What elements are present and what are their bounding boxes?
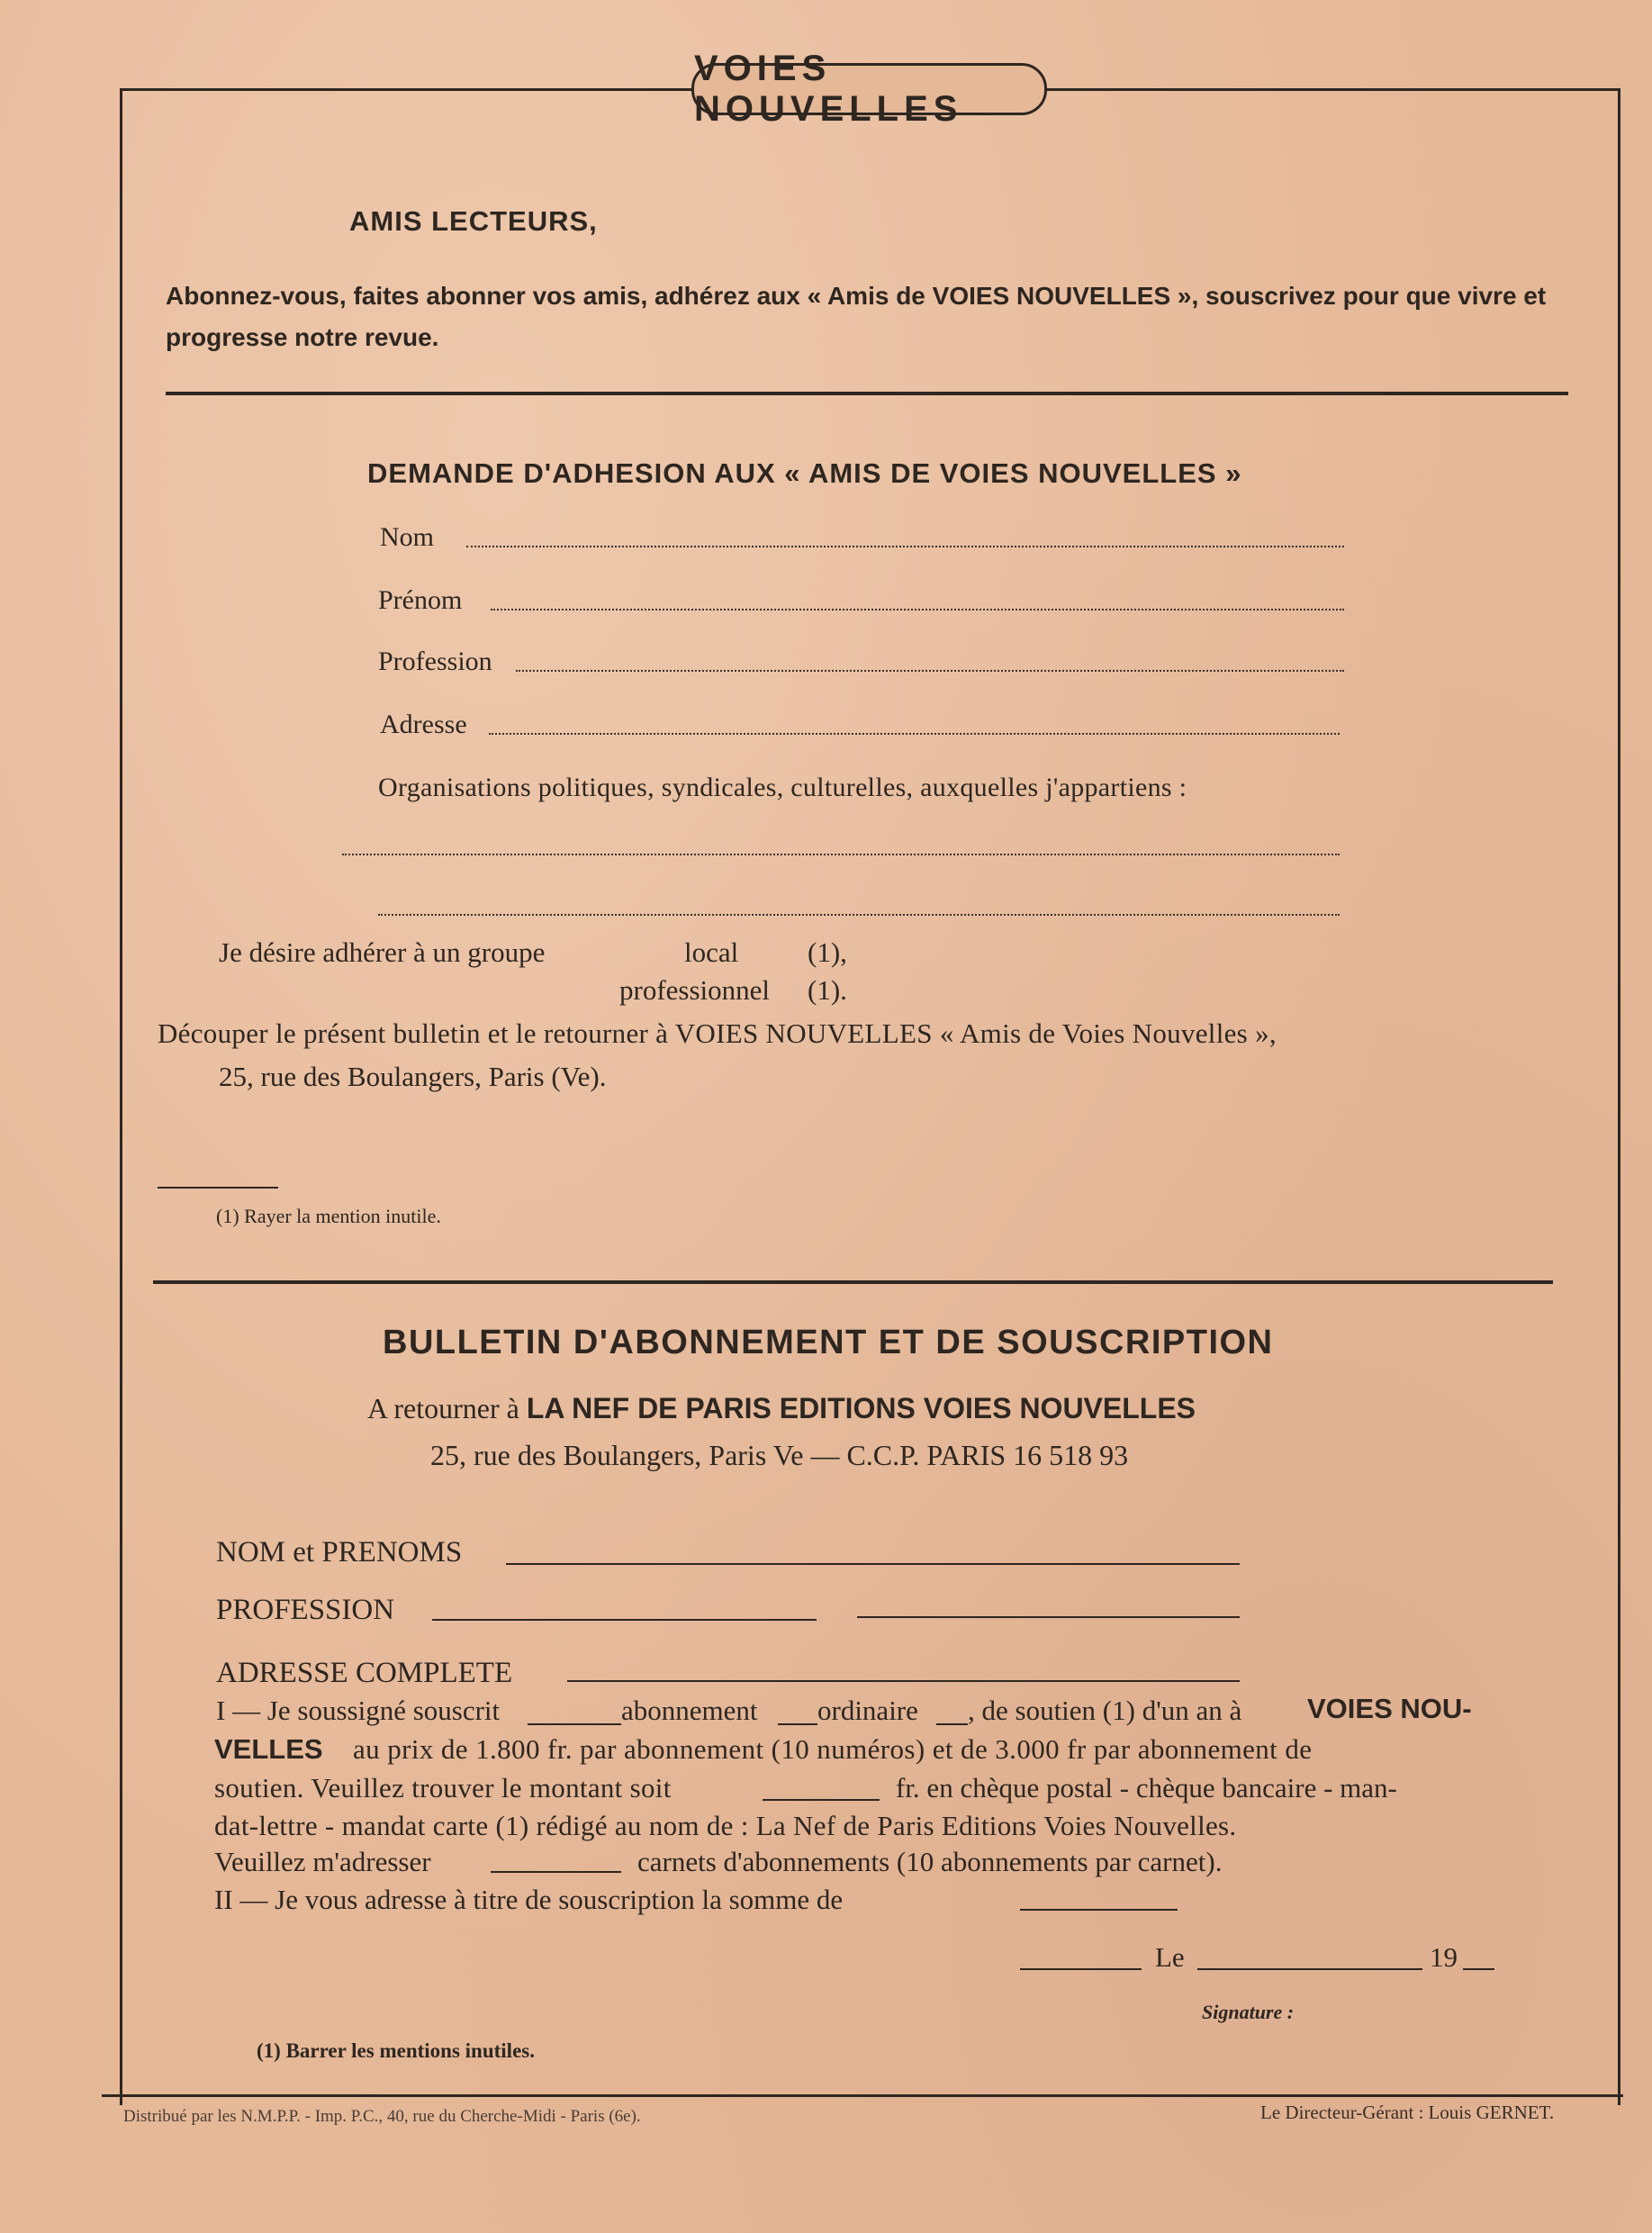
para1-l5b: carnets d'abonnements (10 abonnements par carnet). (637, 1846, 1223, 1877)
para1-l1d: , de soutien (1) d'un an à (968, 1695, 1242, 1726)
ordinaire-field[interactable] (778, 1723, 817, 1725)
membership-title: DEMANDE D'ADHESION AUX « AMIS DE VOIES NOUVELLES » (367, 457, 1242, 489)
prenom-label: Prénom (378, 585, 463, 615)
subscription-title: BULLETIN D'ABONNEMENT ET DE SOUSCRIPTION (383, 1324, 1274, 1361)
carnets-field[interactable] (491, 1871, 621, 1873)
year-label: 19 (1430, 1941, 1458, 1973)
director-credit (1260, 2102, 1554, 2124)
sub-profession-field-2[interactable] (857, 1616, 1240, 1618)
date-field[interactable] (1197, 1968, 1422, 1970)
return-to: LA NEF DE PARIS EDITIONS VOIES NOUVELLES (526, 1392, 1196, 1424)
montant-field[interactable] (763, 1799, 880, 1801)
para1-l1c: ordinaire (817, 1695, 918, 1726)
para1-l2b: au prix de 1.800 fr. par abonnement (10 numéros) et de 3.000 fr par abonnement de (353, 1733, 1313, 1765)
subscription-return (367, 1392, 1196, 1425)
option-local[interactable]: local (684, 936, 739, 968)
para1-l1b: abonnement (621, 1695, 758, 1726)
frame-top-right (1047, 88, 1620, 91)
nom-prenoms-label: NOM et PRENOMS (216, 1536, 463, 1569)
nom-prenoms-field[interactable] (506, 1563, 1240, 1565)
organisations-field-2[interactable] (378, 914, 1340, 916)
para1-l1a: I — Je soussigné souscrit (216, 1695, 501, 1726)
frame-bottom (102, 2094, 1623, 2097)
frame-left (120, 88, 122, 2105)
para1-l1e: VOIES NOU- (1307, 1693, 1472, 1724)
signature-label: Signature : (1202, 2001, 1295, 2023)
footnote-rule (158, 1187, 278, 1189)
subscription-address: 25, rue des Boulangers, Paris Ve — C.C.P. PARIS 16 518 93 (430, 1439, 1129, 1471)
masthead: VOIES NOUVELLES (691, 63, 1047, 115)
option-professionnel[interactable]: professionnel (619, 974, 771, 1006)
soutien-field[interactable] (936, 1723, 968, 1725)
le-label: Le (1155, 1941, 1185, 1973)
sub-profession-label: PROFESSION (216, 1594, 395, 1626)
adresse-field[interactable] (489, 733, 1340, 735)
adresse-complete-field[interactable] (567, 1680, 1240, 1682)
para1-l2a: VELLES (214, 1733, 323, 1765)
profession-field[interactable] (516, 670, 1344, 672)
return-instructions: Découper le présent bulletin et le retourner à VOIES NOUVELLES « Amis de Voies Nouvelles », (158, 1017, 1277, 1049)
organisations-label: Organisations politiques, syndicales, culturelles, auxquelles j'appartiens : (378, 773, 1187, 802)
para2-text: II — Je vous adresse à titre de souscription la somme de (214, 1884, 844, 1915)
option-professionnel-note: (1). (808, 974, 847, 1006)
para1-l5a: Veuillez m'adresser (214, 1846, 431, 1877)
abonnement-count-field[interactable] (528, 1723, 621, 1725)
organisations-field-1[interactable] (342, 854, 1340, 855)
divider-1 (166, 392, 1568, 395)
para1-l3b: fr. en chèque postal - chèque bancaire - man- (896, 1772, 1397, 1804)
para1-l4: dat-lettre - mandat carte (1) rédigé au nom de : La Nef de Paris Editions Voies Nouvelles. (214, 1810, 1237, 1841)
option-local-note: (1), (808, 936, 847, 968)
souscription-amount-field[interactable] (1020, 1909, 1178, 1911)
nom-field[interactable] (466, 546, 1344, 547)
place-field[interactable] (1020, 1968, 1142, 1970)
para1-l3a: soutien. Veuillez trouver le montant soit (214, 1772, 672, 1804)
printer-credit: Distribué par les N.M.P.P. - Imp. P.C., 40, rue du Cherche-Midi - Paris (6e). (123, 2107, 641, 2126)
director-label: Le Directeur-Gérant : (1260, 2102, 1424, 2123)
return-prefix: A retourner à (367, 1392, 519, 1424)
return-address: 25, rue des Boulangers, Paris (Ve). (219, 1061, 607, 1092)
adresse-complete-label: ADRESSE COMPLETE (216, 1657, 513, 1689)
year-field[interactable] (1463, 1968, 1494, 1970)
nom-label: Nom (380, 522, 434, 552)
profession-label: Profession (378, 646, 492, 676)
adresse-label: Adresse (380, 710, 467, 739)
desire-text: Je désire adhérer à un groupe (219, 936, 546, 968)
frame-top-left (122, 88, 693, 91)
frame-right (1618, 88, 1620, 2105)
sub-profession-field-1[interactable] (432, 1619, 817, 1621)
greeting: AMIS LECTEURS, (349, 205, 598, 237)
director-name: Louis GERNET. (1428, 2102, 1555, 2123)
prenom-field[interactable] (491, 609, 1344, 610)
divider-2 (153, 1280, 1553, 1284)
subscription-footnote: (1) Barrer les mentions inutiles. (257, 2039, 535, 2062)
membership-footnote: (1) Rayer la mention inutile. (216, 1205, 441, 1227)
intro-text: Abonnez-vous, faites abonner vos amis, adhérez aux « Amis de VOIES NOUVELLES », souscrivez pour que vivre et progresse notre revue. (166, 282, 1547, 351)
